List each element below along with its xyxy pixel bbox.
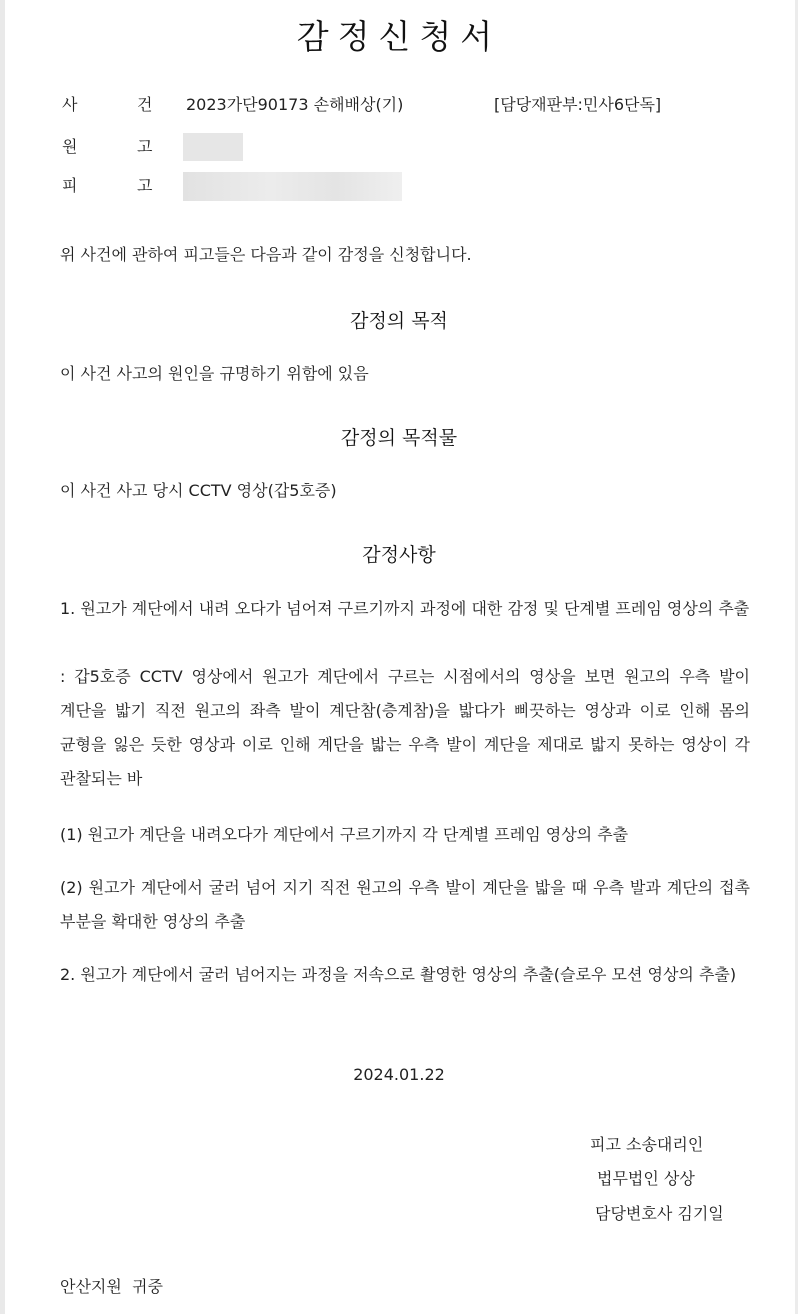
signature-line-2: 법무법인 상상 — [597, 1169, 695, 1188]
filing-date: 2024.01.22 — [353, 1065, 445, 1084]
purpose-body: 이 사건 사고의 원인을 규명하기 위함에 있음 — [60, 364, 369, 383]
object-heading: 감정의 목적물 — [340, 427, 458, 449]
case-number: 2023가단90173 손해배상(기) — [186, 95, 404, 114]
sub-item-2: (2) 원고가 계단에서 굴러 넘어 지기 직전 원고의 우측 발이 계단을 밟을 때 우측 발과 계단의 접촉 부분을 확대한 영상의 추출 — [60, 878, 750, 931]
plaintiff-label-1: 원 — [62, 137, 78, 156]
case-label-1: 사 — [62, 95, 78, 114]
plaintiff-name-redacted — [183, 133, 243, 161]
assigned-bench: [담당재판부:민사6단독] — [494, 95, 662, 114]
items-heading: 감정사항 — [362, 544, 436, 566]
object-body: 이 사건 사고 당시 CCTV 영상(갑5호증) — [60, 481, 337, 500]
purpose-heading: 감정의 목적 — [350, 310, 448, 332]
intro-text: 위 사건에 관하여 피고들은 다음과 같이 감정을 신청합니다. — [60, 245, 472, 264]
case-label-2: 건 — [137, 95, 153, 114]
document-title: 감정신청서 — [296, 17, 502, 56]
item-1: 1. 원고가 계단에서 내려 오다가 넘어져 구르기까지 과정에 대한 감정 및 단계별 프레임 영상의 추출 — [60, 599, 750, 618]
defendant-names-redacted — [183, 172, 402, 201]
item-2: 2. 원고가 계단에서 굴러 넘어지는 과정을 저속으로 촬영한 영상의 추출(슬로우 모션 영상의 추출) — [60, 965, 737, 984]
defendant-label-1: 피 — [62, 176, 78, 195]
signature-line-3: 담당변호사 김기일 — [595, 1204, 724, 1223]
court-addressee: 안산지원 귀중 — [60, 1277, 163, 1296]
sub-item-1: (1) 원고가 계단을 내려오다가 계단에서 구르기까지 각 단계별 프레임 영상의 추출 — [60, 825, 629, 844]
plaintiff-label-2: 고 — [137, 137, 153, 156]
defendant-label-2: 고 — [137, 176, 153, 195]
item-1-detail: : 갑5호증 CCTV 영상에서 원고가 계단에서 구르는 시점에서의 영상을 보면 원고의 우측 발이 계단을 밟기 직전 원고의 좌측 발이 계단참(층계참)을 밟다가 삐끗하는 영상과 이로 인해 몸의 균형을 잃은 듯한 영상과 이로 인해 계단을 밟는 우측 발이 계단을 제대로 밟지 못하는 영상이 각 관찰되는 바 — [60, 667, 750, 788]
page-left-edge — [0, 0, 5, 1314]
signature-line-1: 피고 소송대리인 — [590, 1135, 704, 1154]
